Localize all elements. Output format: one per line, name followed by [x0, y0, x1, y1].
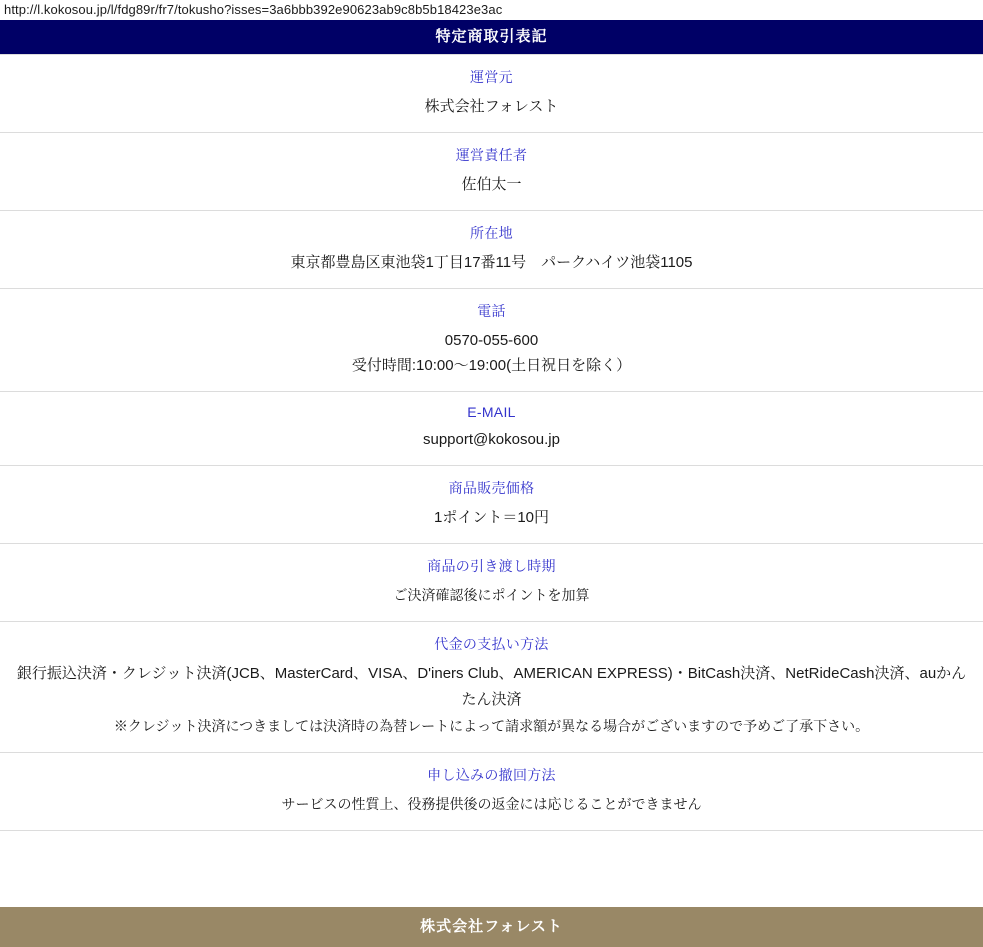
section-heading: 運営責任者: [455, 147, 528, 163]
section-value-note: ※クレジット決済につきましては決済時の為替レートによって請求額が異なる場合がございますので予めご了承下さい。: [113, 718, 870, 734]
page-footer: 株式会社フォレスト: [0, 907, 983, 947]
tokusho-content: [0, 54, 983, 907]
page-title: 特定商取引表記: [0, 20, 983, 54]
address-bar[interactable]: http://l.kokosou.jp/l/fdg89r/fr7/tokusho?isses=3a6bbb392e90623ab9c8b5b18423e3ac: [0, 0, 983, 20]
bottom-spacer: [0, 831, 983, 907]
section-value-email: support@kokosou.jp: [423, 431, 560, 448]
section-phone: [0, 289, 983, 392]
section-heading: 商品販売価格: [448, 480, 535, 496]
section-payment: [0, 622, 983, 753]
section-heading: 商品の引き渡し時期: [427, 558, 556, 574]
section-value-methods: 銀行振込決済・クレジット決済(JCB、MasterCard、VISA、D'iners Club、AMERICAN EXPRESS)・BitCash決済、NetRideCash決済、auかんたん決済: [16, 665, 967, 708]
section-value: 東京都豊島区東池袋1丁目17番11号 パークハイツ池袋1105: [290, 254, 693, 271]
section-heading: 運営元: [470, 69, 513, 85]
section-delivery: [0, 544, 983, 622]
section-price: [0, 466, 983, 544]
section-value: 1ポイント＝10円: [433, 509, 550, 526]
section-heading: 代金の支払い方法: [434, 636, 549, 652]
section-email: [0, 392, 983, 466]
section-value: ご決済確認後にポイントを加算: [393, 587, 590, 603]
section-address: [0, 211, 983, 289]
section-value-hours: 受付時間:10:00〜19:00(土日祝日を除く）: [351, 357, 632, 374]
section-value: サービスの性質上、役務提供後の返金には応じることができません: [281, 796, 702, 812]
section-heading: 所在地: [470, 225, 513, 241]
section-value: 佐伯太一: [461, 176, 522, 193]
section-heading: E-MAIL: [467, 404, 516, 420]
section-manager: [0, 133, 983, 211]
section-cancellation: [0, 753, 983, 831]
section-heading: 電話: [477, 303, 506, 319]
section-value: 株式会社フォレスト: [424, 98, 559, 115]
section-value-phone: 0570-055-600: [444, 332, 539, 349]
section-operator: [0, 54, 983, 133]
section-heading: 申し込みの撤回方法: [427, 767, 556, 783]
